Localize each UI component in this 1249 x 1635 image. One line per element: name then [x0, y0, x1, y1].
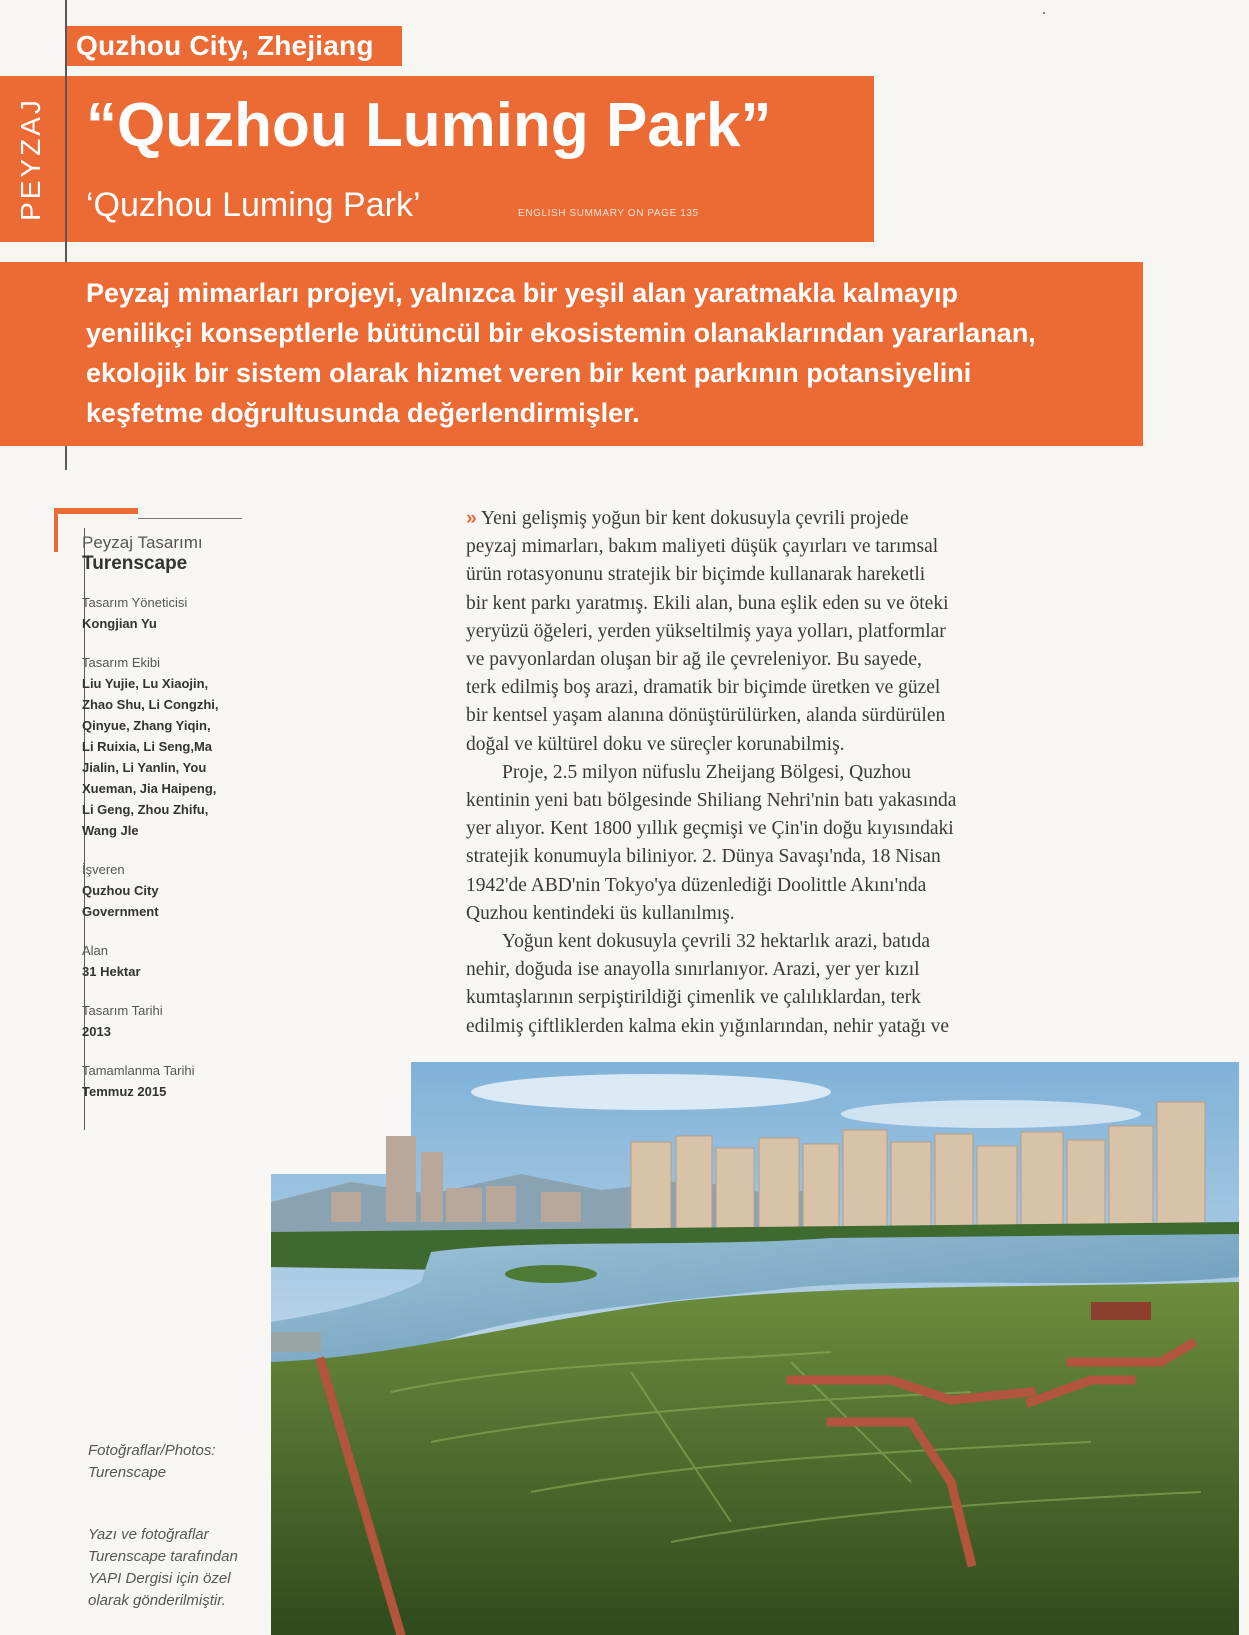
- caption-line: YAPI Dergisi için özel: [88, 1570, 231, 1587]
- paragraph-marker: »: [466, 507, 477, 529]
- section-tab: [0, 76, 62, 242]
- body-line: ürün rotasyonunu stratejik bir biçimde kullanarak hareketli: [466, 564, 926, 586]
- body-line-text: Yeni gelişmiş yoğun bir kent dokusuyla çevrili projede: [481, 508, 909, 529]
- body-line: Yoğun kent dokusuyla çevrili 32 hektarlık arazi, batıda: [502, 931, 931, 953]
- body-text: [466, 504, 1066, 1041]
- body-line: nehir, doğuda ise anayolla sınırlanıyor. Arazi, yer yer kızıl: [466, 959, 920, 981]
- designer-label: Peyzaj Tasarımı: [82, 533, 203, 552]
- body-line: bir kent parkı yaratmış. Ekili alan, buna eşlik eden su ve öteki: [466, 592, 949, 614]
- credit-label: Tasarım Yöneticisi: [82, 595, 188, 610]
- credit-value: Wang Jle: [82, 823, 139, 838]
- credit-group: [82, 940, 282, 982]
- kicker-text: Quzhou City, Zhejiang: [76, 30, 374, 61]
- pavilion: [1091, 1302, 1151, 1320]
- body-line: Quzhou kentindeki üs kullanılmış.: [466, 902, 735, 924]
- caption-line: Turenscape: [88, 1464, 167, 1481]
- credit-value: 2013: [82, 1024, 111, 1039]
- text-credit-caption: [88, 1524, 238, 1612]
- body-line: Proje, 2.5 milyon nüfuslu Zheijang Bölgesi, Quzhou: [502, 761, 911, 783]
- caption-line: olarak gönderilmiştir.: [88, 1592, 226, 1609]
- body-line: 1942'de ABD'nin Tokyo'ya düzenlediği Doolittle Akını'nda: [466, 874, 927, 896]
- body-line: bir kentsel yaşam alanına dönüştürülürken, alanda sürdürülen: [466, 705, 946, 727]
- caption-line: Fotoğraflar/Photos:: [88, 1442, 216, 1459]
- designer-name: Turenscape: [82, 553, 188, 574]
- photo-credit-caption: [88, 1440, 216, 1484]
- lead-paragraph: [86, 273, 1126, 433]
- credit-label: İşveren: [82, 862, 125, 877]
- credit-label: Tasarım Ekibi: [82, 655, 161, 670]
- credits-column: [82, 532, 282, 1120]
- credit-value: Li Ruixia, Li Seng,Ma: [82, 739, 213, 754]
- lead-line: Peyzaj mimarları projeyi, yalnızca bir yeşil alan yaratmakla kalmayıp: [86, 278, 958, 308]
- credit-label: Alan: [82, 943, 109, 958]
- credit-label: Tasarım Tarihi: [82, 1003, 163, 1018]
- credits-accent: [54, 508, 58, 552]
- body-line: kentinin yeni batı bölgesinde Shiliang Nehri'nin batı yakasında: [466, 790, 957, 812]
- body-line: terk edilmiş boş arazi, dramatik bir biçimde üretken ve güzel: [466, 677, 941, 699]
- page-title: “Quzhou Luming Park”: [86, 91, 772, 160]
- caption-line: Turenscape tarafından: [88, 1548, 238, 1565]
- credit-value: Temmuz 2015: [82, 1084, 167, 1099]
- credit-group: [82, 592, 282, 634]
- credits-rule: [138, 518, 242, 519]
- credit-label: Tamamlanma Tarihi: [82, 1063, 195, 1078]
- body-line: [466, 504, 1066, 533]
- lead-line: keşfetme doğrultusunda değerlendirmişler.: [86, 398, 640, 428]
- body-line: edilmiş çiftliklerden kalma ekin yığınlarından, nehir yatağı ve: [466, 1015, 950, 1037]
- body-line: kumtaşlarının serpiştirildiği çimenlik ve çalılıklardan, terk: [466, 987, 921, 1009]
- body-line: doğal ve kültürel doku ve süreçler korunabilmiş.: [466, 733, 845, 755]
- park-photo-illustration: [271, 1062, 1239, 1635]
- credit-value: Xueman, Jia Haipeng,: [82, 781, 217, 796]
- kicker-bar: [66, 26, 402, 66]
- cloud: [841, 1100, 1141, 1128]
- credit-value: Government: [82, 904, 159, 919]
- print-speck: [1043, 12, 1045, 14]
- credit-value: Zhao Shu, Li Congzhi,: [82, 697, 219, 712]
- credit-group: [82, 1060, 282, 1102]
- pavilion: [271, 1332, 321, 1352]
- river-island: [505, 1265, 597, 1283]
- credit-value: Jialin, Li Yanlin, You: [82, 760, 207, 775]
- credit-value: Quzhou City: [82, 883, 159, 898]
- cloud: [471, 1074, 831, 1110]
- credit-value: 31 Hektar: [82, 964, 141, 979]
- credit-group: [82, 1000, 282, 1042]
- english-summary-note: ENGLISH SUMMARY ON PAGE 135: [518, 208, 699, 219]
- credit-value: Liu Yujie, Lu Xiaojin,: [82, 676, 209, 691]
- body-line: yer alıyor. Kent 1800 yıllık geçmişi ve Çin'in doğu kıyısındaki: [466, 818, 954, 840]
- credit-value: Qinyue, Zhang Yiqin,: [82, 718, 211, 733]
- caption-line: Yazı ve fotoğraflar: [88, 1526, 209, 1543]
- page-subtitle: ‘Quzhou Luming Park’: [86, 186, 421, 224]
- body-line: stratejik konumuyla biliniyor. 2. Dünya Savaşı'nda, 18 Nisan: [466, 846, 941, 868]
- credit-value: Li Geng, Zhou Zhifu,: [82, 802, 209, 817]
- lead-line: ekolojik bir sistem olarak hizmet veren bir kent parkının potansiyelini: [86, 358, 972, 388]
- lead-line: yenilikçi konseptlerle bütüncül bir ekosistemin olanaklarından yararlanan,: [86, 318, 1036, 348]
- body-line: yeryüzü öğeleri, yerden yükseltilmiş yaya yolları, platformlar: [466, 620, 946, 642]
- credit-group: [82, 859, 282, 922]
- section-label: PEYZAJ: [15, 97, 46, 221]
- credit-value: Kongjian Yu: [82, 616, 157, 631]
- body-line: peyzaj mimarları, bakım maliyeti düşük çayırları ve tarımsal: [466, 536, 939, 558]
- park-aerial-photo: [271, 1062, 1239, 1635]
- body-line: ve pavyonlardan oluşan bir ağ ile çevreleniyor. Bu sayede,: [466, 649, 922, 671]
- credit-group: [82, 652, 282, 841]
- credits-accent: [54, 508, 138, 514]
